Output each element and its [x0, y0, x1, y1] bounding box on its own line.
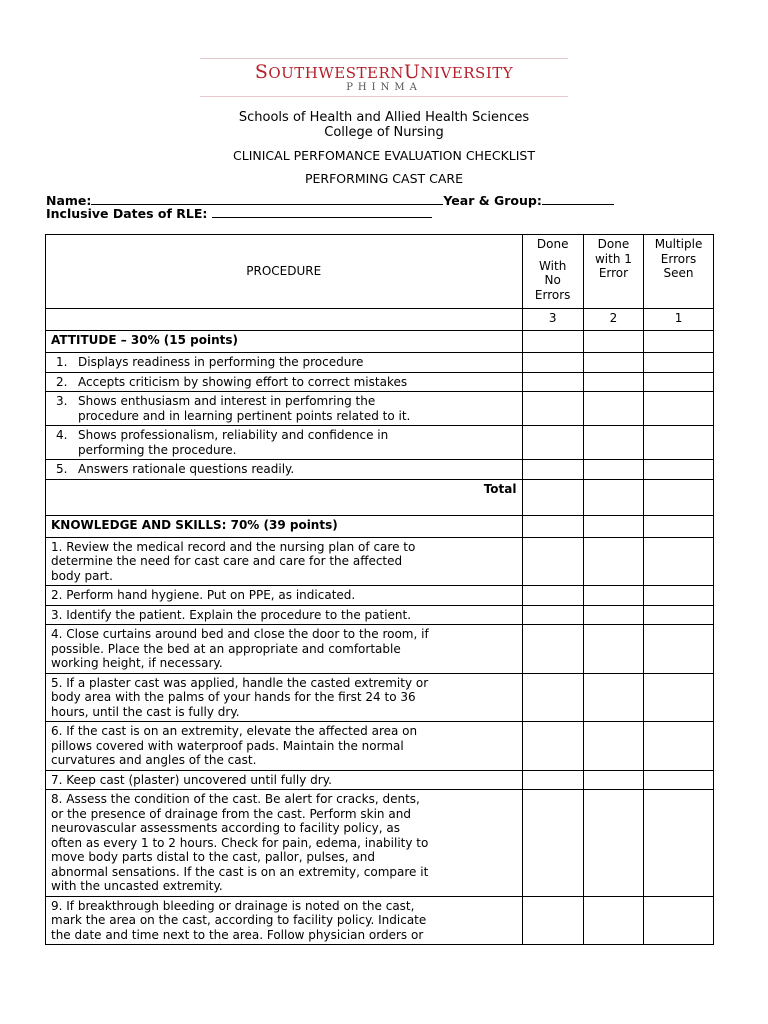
knowledge-item-one-error-cell[interactable]	[583, 605, 643, 625]
knowledge-item-no-errors-cell[interactable]	[522, 605, 583, 625]
knowledge-item-row	[46, 586, 714, 606]
attitude-item-no-errors-cell[interactable]	[522, 426, 583, 460]
dates-field[interactable]	[212, 206, 432, 218]
attitude-item-row	[46, 392, 714, 426]
knowledge-item-text: 7. Keep cast (plaster) uncovered until fully dry.	[46, 770, 523, 790]
knowledge-item-text: 8. Assess the condition of the cast. Be alert for cracks, dents, or the presence of drainage from the cast. Perform skin and neurovascular assessments according to facility policy, as often as every 1 to 2 hours. Check for pain, edema, inability to move body parts distal to the cast, pallor, pulses, and abnormal sensations. If the cast is on an extremity, compare it with the uncasted extremity.	[46, 790, 523, 897]
knowledge-item-row	[46, 896, 714, 945]
knowledge-item-one-error-cell[interactable]	[583, 896, 643, 945]
procedure-title: PERFORMING CAST CARE	[304, 171, 463, 186]
knowledge-item-text: 5. If a plaster cast was applied, handle the casted extremity or body area with the palms of your hands for the first 24 to 36 hours, until the cast is fully dry.	[46, 673, 523, 722]
knowledge-item-multiple-errors-cell[interactable]	[644, 770, 714, 790]
knowledge-item-row	[46, 605, 714, 625]
knowledge-item-multiple-errors-cell[interactable]	[644, 790, 714, 897]
attitude-item-text: 2. Accepts criticism by showing effort to correct mistakes	[46, 372, 523, 392]
knowledge-item-one-error-cell[interactable]	[583, 770, 643, 790]
year-group-field[interactable]	[542, 193, 614, 205]
knowledge-item-no-errors-cell[interactable]	[522, 586, 583, 606]
attitude-item-one-error-cell[interactable]	[583, 372, 643, 392]
attitude-item-row	[46, 460, 714, 480]
knowledge-item-one-error-cell[interactable]	[583, 625, 643, 674]
knowledge-item-multiple-errors-cell[interactable]	[644, 673, 714, 722]
total-multiple-errors-cell[interactable]	[644, 479, 714, 515]
attitude-item-one-error-cell[interactable]	[583, 460, 643, 480]
knowledge-item-no-errors-cell[interactable]	[522, 896, 583, 945]
attitude-item-no-errors-cell[interactable]	[522, 392, 583, 426]
attitude-item-text: 4. Shows professionalism, reliability and confidence in performing the procedure.	[46, 426, 523, 460]
score-2: 2	[583, 309, 643, 331]
knowledge-item-no-errors-cell[interactable]	[522, 790, 583, 897]
knowledge-item-text: 9. If breakthrough bleeding or drainage is noted on the cast, mark the area on the cast, according to facility policy. Indicate the date and time next to the area. Follow physician orders or	[46, 896, 523, 945]
attitude-heading: ATTITUDE – 30% (15 points)	[46, 331, 523, 353]
score-1: 1	[644, 309, 714, 331]
attitude-item-multiple-errors-cell[interactable]	[644, 426, 714, 460]
knowledge-item-text: 2. Perform hand hygiene. Put on PPE, as indicated.	[46, 586, 523, 606]
name-field[interactable]	[91, 193, 443, 205]
attitude-item-multiple-errors-cell[interactable]	[644, 392, 714, 426]
name-label: Name:	[46, 193, 92, 208]
one-error-header: Done with 1 Error	[583, 235, 643, 309]
knowledge-item-multiple-errors-cell[interactable]	[644, 537, 714, 586]
total-row	[46, 479, 714, 515]
knowledge-item-multiple-errors-cell[interactable]	[644, 605, 714, 625]
knowledge-item-row	[46, 790, 714, 897]
attitude-item-row	[46, 372, 714, 392]
university-name: SOUTHWESTERNUNIVERSITY	[254, 61, 514, 83]
attitude-item-multiple-errors-cell[interactable]	[644, 353, 714, 373]
knowledge-item-one-error-cell[interactable]	[583, 790, 643, 897]
knowledge-item-multiple-errors-cell[interactable]	[644, 722, 714, 771]
knowledge-item-multiple-errors-cell[interactable]	[644, 625, 714, 674]
attitude-item-one-error-cell[interactable]	[583, 353, 643, 373]
school-name: Schools of Health and Allied Health Sciences	[238, 110, 530, 125]
knowledge-item-one-error-cell[interactable]	[583, 673, 643, 722]
attitude-item-multiple-errors-cell[interactable]	[644, 372, 714, 392]
knowledge-heading: KNOWLEDGE AND SKILLS: 70% (39 points)	[46, 515, 523, 537]
total-label: Total	[46, 479, 523, 515]
attitude-item-one-error-cell[interactable]	[583, 426, 643, 460]
attitude-item-text: 5. Answers rationale questions readily.	[46, 460, 523, 480]
attitude-item-one-error-cell[interactable]	[583, 392, 643, 426]
knowledge-section-row	[46, 515, 714, 537]
knowledge-item-row	[46, 722, 714, 771]
knowledge-item-row	[46, 625, 714, 674]
knowledge-item-row	[46, 770, 714, 790]
attitude-item-row	[46, 353, 714, 373]
knowledge-item-text: 4. Close curtains around bed and close the door to the room, if possible. Place the bed at an appropriate and comfortable working height, if necessary.	[46, 625, 523, 674]
attitude-item-text: 1. Displays readiness in performing the procedure	[46, 353, 523, 373]
college-name: College of Nursing	[324, 125, 444, 140]
knowledge-item-text: 6. If the cast is on an extremity, elevate the affected area on pillows covered with waterproof pads. Maintain the normal curvatures and angles of the cast.	[46, 722, 523, 771]
knowledge-item-no-errors-cell[interactable]	[522, 722, 583, 771]
dates-label: Inclusive Dates of RLE:	[46, 206, 208, 221]
knowledge-item-text: 3. Identify the patient. Explain the procedure to the patient.	[46, 605, 523, 625]
dates-line	[46, 206, 432, 221]
attitude-item-no-errors-cell[interactable]	[522, 460, 583, 480]
total-one-error-cell[interactable]	[583, 479, 643, 515]
total-no-errors-cell[interactable]	[522, 479, 583, 515]
attitude-item-multiple-errors-cell[interactable]	[644, 460, 714, 480]
score-row	[46, 309, 714, 331]
knowledge-item-no-errors-cell[interactable]	[522, 537, 583, 586]
knowledge-item-one-error-cell[interactable]	[583, 722, 643, 771]
table-header-row	[46, 235, 714, 309]
knowledge-item-no-errors-cell[interactable]	[522, 770, 583, 790]
checklist-title: CLINICAL PERFOMANCE EVALUATION CHECKLIST	[233, 148, 535, 163]
year-group-label: Year & Group:	[443, 193, 542, 208]
attitude-item-no-errors-cell[interactable]	[522, 372, 583, 392]
score-3: 3	[522, 309, 583, 331]
multiple-errors-header: Multiple Errors Seen	[644, 235, 714, 309]
knowledge-item-one-error-cell[interactable]	[583, 586, 643, 606]
university-logo	[200, 58, 568, 97]
knowledge-item-multiple-errors-cell[interactable]	[644, 586, 714, 606]
knowledge-item-text: 1. Review the medical record and the nursing plan of care to determine the need for cast care and care for the affected body part.	[46, 537, 523, 586]
procedure-header: PROCEDURE	[46, 235, 523, 309]
attitude-item-no-errors-cell[interactable]	[522, 353, 583, 373]
university-subtitle: PHINMA	[346, 82, 422, 93]
knowledge-item-multiple-errors-cell[interactable]	[644, 896, 714, 945]
attitude-section-row	[46, 331, 714, 353]
knowledge-item-row	[46, 537, 714, 586]
no-errors-header: Done With No Errors	[522, 235, 583, 309]
knowledge-item-no-errors-cell[interactable]	[522, 673, 583, 722]
attitude-item-text: 3. Shows enthusiasm and interest in perfomring the procedure and in learning pertinent points related to it.	[46, 392, 523, 426]
knowledge-item-row	[46, 673, 714, 722]
knowledge-item-no-errors-cell[interactable]	[522, 625, 583, 674]
attitude-item-row	[46, 426, 714, 460]
knowledge-item-one-error-cell[interactable]	[583, 537, 643, 586]
evaluation-table	[45, 234, 714, 945]
